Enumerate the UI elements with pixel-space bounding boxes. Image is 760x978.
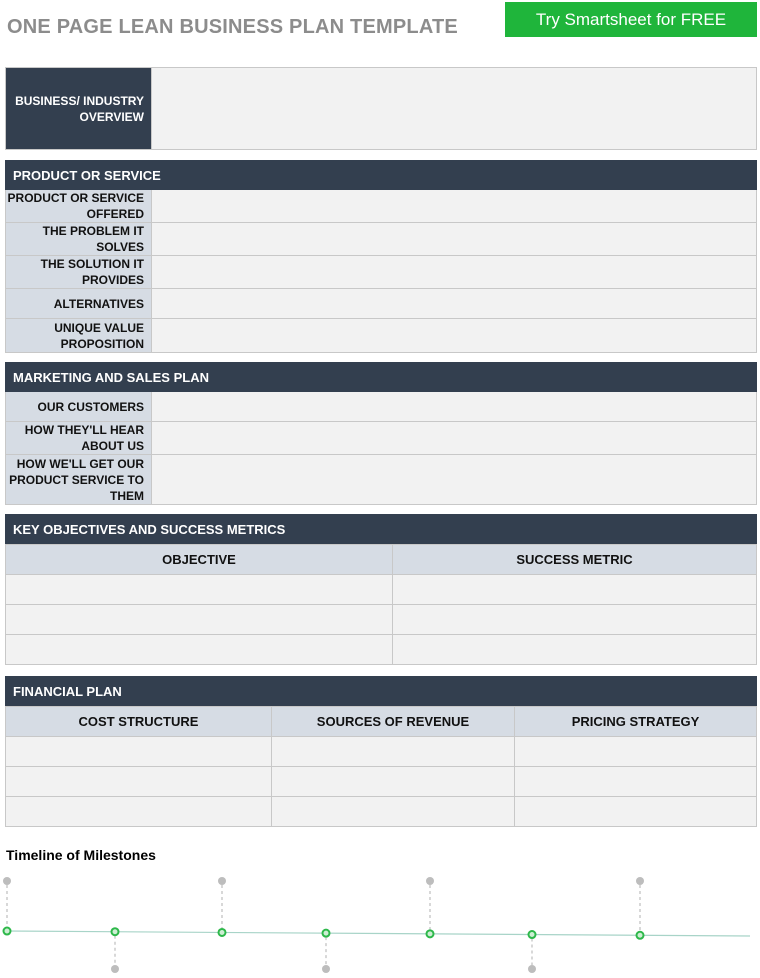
milestone-node (219, 929, 226, 936)
field-label: HOW WE'LL GET OUR PRODUCT SERVICE TO THEM (6, 455, 151, 504)
table-cell[interactable] (6, 797, 272, 827)
milestone-node (112, 928, 119, 935)
timeline-title: Timeline of Milestones (6, 847, 156, 863)
milestone-marker (111, 965, 119, 973)
field-label: UNIQUE VALUE PROPOSITION (6, 319, 151, 352)
milestone-marker (218, 877, 226, 885)
milestone-marker (426, 877, 434, 885)
product-offered-input[interactable] (151, 190, 756, 222)
table-cell[interactable] (393, 575, 757, 605)
field-row (6, 223, 756, 256)
table-row (6, 575, 757, 605)
objective-column-header: OBJECTIVE (6, 545, 393, 575)
financial-section (5, 676, 757, 827)
cost-structure-column-header: COST STRUCTURE (6, 707, 272, 737)
table-row (6, 605, 757, 635)
milestone-marker (322, 965, 330, 973)
table-row (6, 635, 757, 665)
table-cell[interactable] (393, 635, 757, 665)
marketing-section (5, 362, 757, 505)
milestone-marker (3, 877, 11, 885)
table-cell[interactable] (6, 605, 393, 635)
field-row (6, 455, 756, 504)
milestone-node (323, 930, 330, 937)
pricing-strategy-column-header: PRICING STRATEGY (515, 707, 757, 737)
business-overview-input[interactable] (151, 68, 756, 149)
milestone-node (427, 930, 434, 937)
field-row (6, 319, 756, 352)
milestone-marker (636, 877, 644, 885)
customers-input[interactable] (151, 392, 756, 421)
field-row (6, 392, 756, 422)
table-row (6, 737, 757, 767)
objectives-header: KEY OBJECTIVES AND SUCCESS METRICS (5, 514, 757, 544)
product-service-section (5, 160, 757, 353)
objectives-section (5, 514, 757, 665)
field-label: THE SOLUTION IT PROVIDES (6, 256, 151, 288)
milestone-node (4, 928, 11, 935)
objectives-table (5, 544, 757, 665)
page-title: ONE PAGE LEAN BUSINESS PLAN TEMPLATE (7, 16, 458, 38)
table-cell[interactable] (515, 737, 757, 767)
marketing-header: MARKETING AND SALES PLAN (5, 362, 757, 392)
field-row (6, 422, 756, 455)
field-label: OUR CUSTOMERS (6, 392, 151, 421)
field-label: PRODUCT OR SERVICE OFFERED (6, 190, 151, 222)
solution-provided-input[interactable] (151, 256, 756, 288)
hear-about-us-input[interactable] (151, 422, 756, 454)
table-cell[interactable] (272, 737, 515, 767)
table-cell[interactable] (6, 737, 272, 767)
delivery-input[interactable] (151, 455, 756, 504)
business-overview-section (5, 67, 757, 150)
field-label: THE PROBLEM IT SOLVES (6, 223, 151, 255)
financial-table (5, 706, 757, 827)
revenue-sources-column-header: SOURCES OF REVENUE (272, 707, 515, 737)
field-label: HOW THEY'LL HEAR ABOUT US (6, 422, 151, 454)
table-cell[interactable] (6, 767, 272, 797)
table-cell[interactable] (6, 635, 393, 665)
milestone-node (637, 932, 644, 939)
problem-solved-input[interactable] (151, 223, 756, 255)
try-smartsheet-button[interactable]: Try Smartsheet for FREE (505, 2, 757, 37)
table-cell[interactable] (272, 767, 515, 797)
milestone-node (529, 931, 536, 938)
alternatives-input[interactable] (151, 289, 756, 318)
table-cell[interactable] (272, 797, 515, 827)
success-metric-column-header: SUCCESS METRIC (393, 545, 757, 575)
table-cell[interactable] (515, 767, 757, 797)
unique-value-input[interactable] (151, 319, 756, 352)
timeline-chart (0, 868, 760, 978)
milestone-marker (528, 965, 536, 973)
field-row (6, 289, 756, 319)
financial-header: FINANCIAL PLAN (5, 676, 757, 706)
table-row (6, 767, 757, 797)
field-row (6, 190, 756, 223)
field-row (6, 256, 756, 289)
field-label: ALTERNATIVES (6, 289, 151, 318)
table-cell[interactable] (6, 575, 393, 605)
business-overview-label: BUSINESS/ INDUSTRY OVERVIEW (6, 68, 151, 149)
table-row (6, 797, 757, 827)
product-service-header: PRODUCT OR SERVICE (5, 160, 757, 190)
table-cell[interactable] (393, 605, 757, 635)
table-cell[interactable] (515, 797, 757, 827)
